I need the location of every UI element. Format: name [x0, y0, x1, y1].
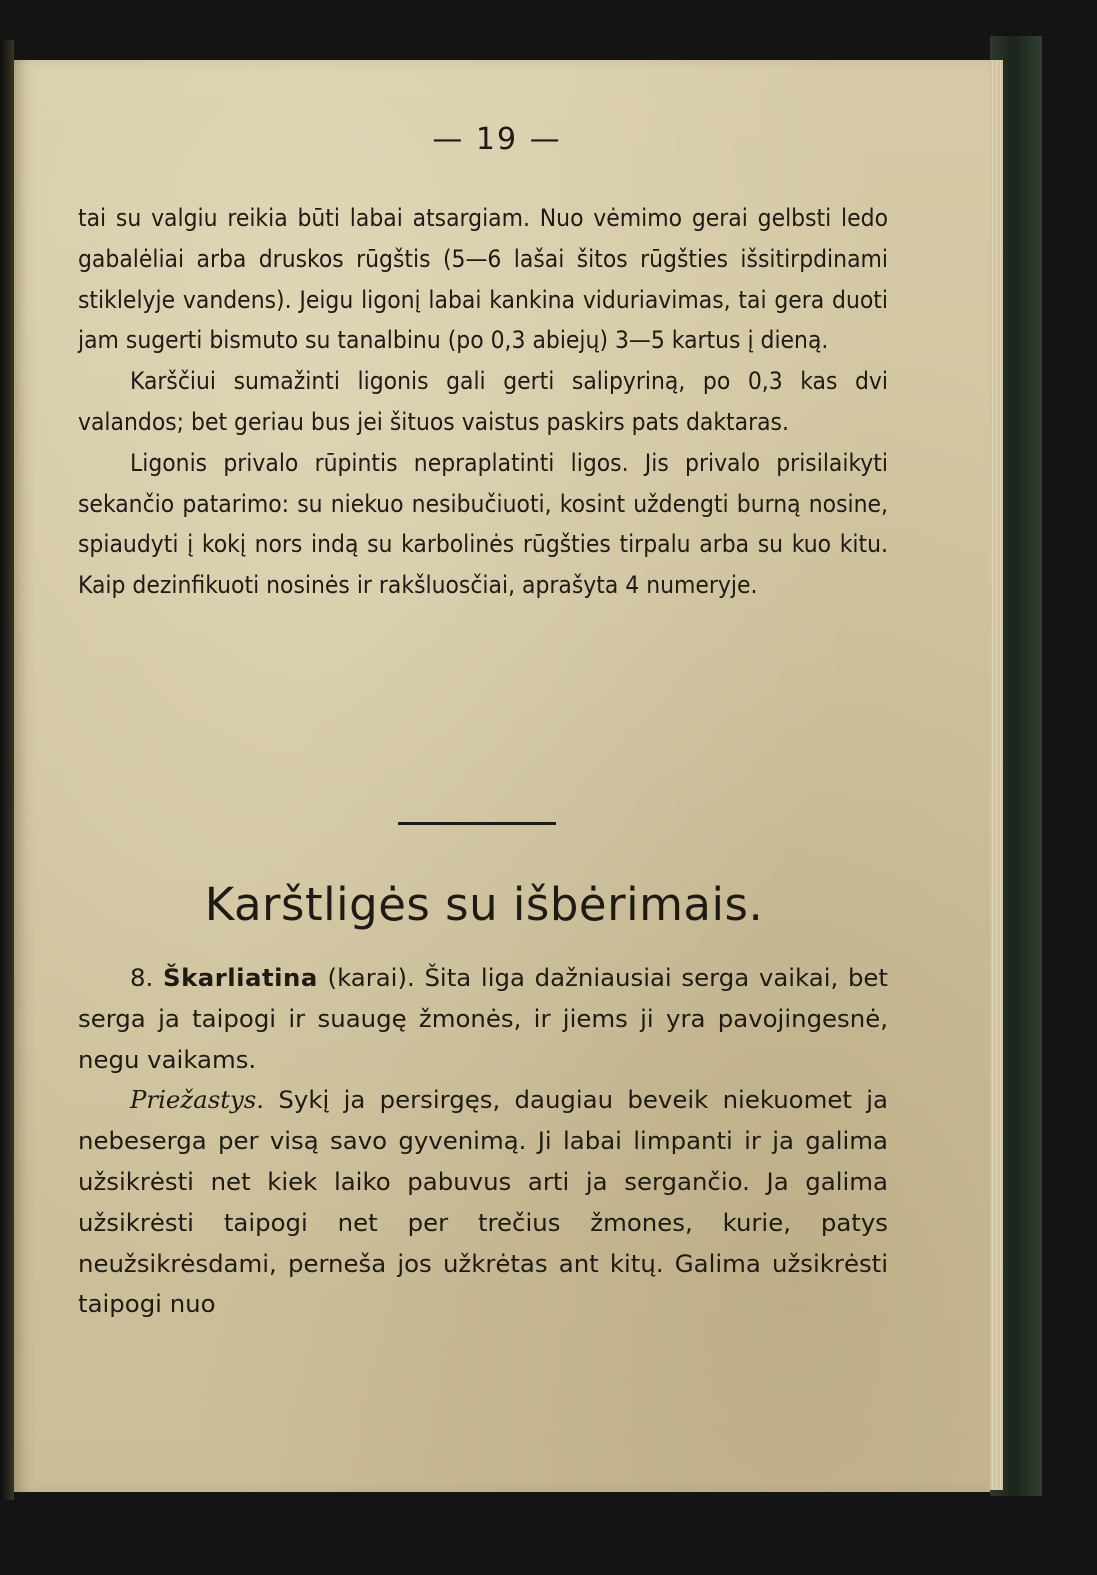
section-text: [78, 958, 888, 1325]
section-divider: [398, 822, 556, 825]
item-text: (karai). Šita liga dažniausiai serga vaikai, bet serga ja taipogi ir suaugę žmonės, ir jiems ji yra pavojingesnė, negu vaikams.: [78, 963, 888, 1074]
binding-shadow: [0, 40, 14, 1500]
page-sheet: [14, 60, 990, 1492]
paragraph-scarlatina: [78, 958, 888, 1080]
paragraph-vomiting-diarrhea: tai su valgiu reikia būti labai atsargiam. Nuo vėmimo gerai gelbsti ledo gabalėliai arba druskos rūgštis (5—6 lašai šitos rūgšties išsitirpdinami stiklelyje vandens). Jeigu ligonį labai kankina viduriavimas, tai gera duoti jam sugerti bismuto su tanalbinu (po 0,3 abiejų) 3—5 kartus į dieną.: [78, 203, 888, 355]
cause-label: Priežastys.: [130, 1085, 265, 1115]
paragraph-fever: Karščiui sumažinti ligonis gali gerti salipyriną, po 0,3 kas dvi valandos; bet geriau bus jei šituos vaistus paskirs pats daktaras.: [78, 366, 888, 436]
cause-text: Sykį ja persirgęs, daugiau beveik niekuomet ja nebeserga per visą savo gyvenimą. Ji labai limpanti ir ja galima užsikrėsti net kiek laiko pabuvus arti ja sergančio. Ja galima užsikrėsti taipogi net per trečius žmones, kurie, patys neužsikrėsdami, perneša jos užkrėtas ant kitų. Galima užsikrėsti taipogi nuo: [78, 1085, 888, 1319]
section-heading: Karštligės su išbėrimais.: [204, 878, 764, 931]
paragraph-causes: [78, 1080, 888, 1325]
item-number: 8.: [130, 963, 154, 992]
body-text: [78, 198, 888, 606]
item-term: Škarliatina: [163, 963, 318, 992]
page-number: — 19 —: [432, 122, 562, 157]
paragraph-prevention: Ligonis privalo rūpintis nepraplatinti ligos. Jis privalo prisilaikyti sekančio patarimo: su niekuo nesibučiuoti, kosint uždengti burną nosine, spiaudyti į kokį nors indą su karbolinės rūgšties tirpalu arba su kuo kitu. Kaip dezinfikuoti nosinės ir rakšluosčiai, aprašyta 4 numeryje.: [78, 447, 888, 600]
